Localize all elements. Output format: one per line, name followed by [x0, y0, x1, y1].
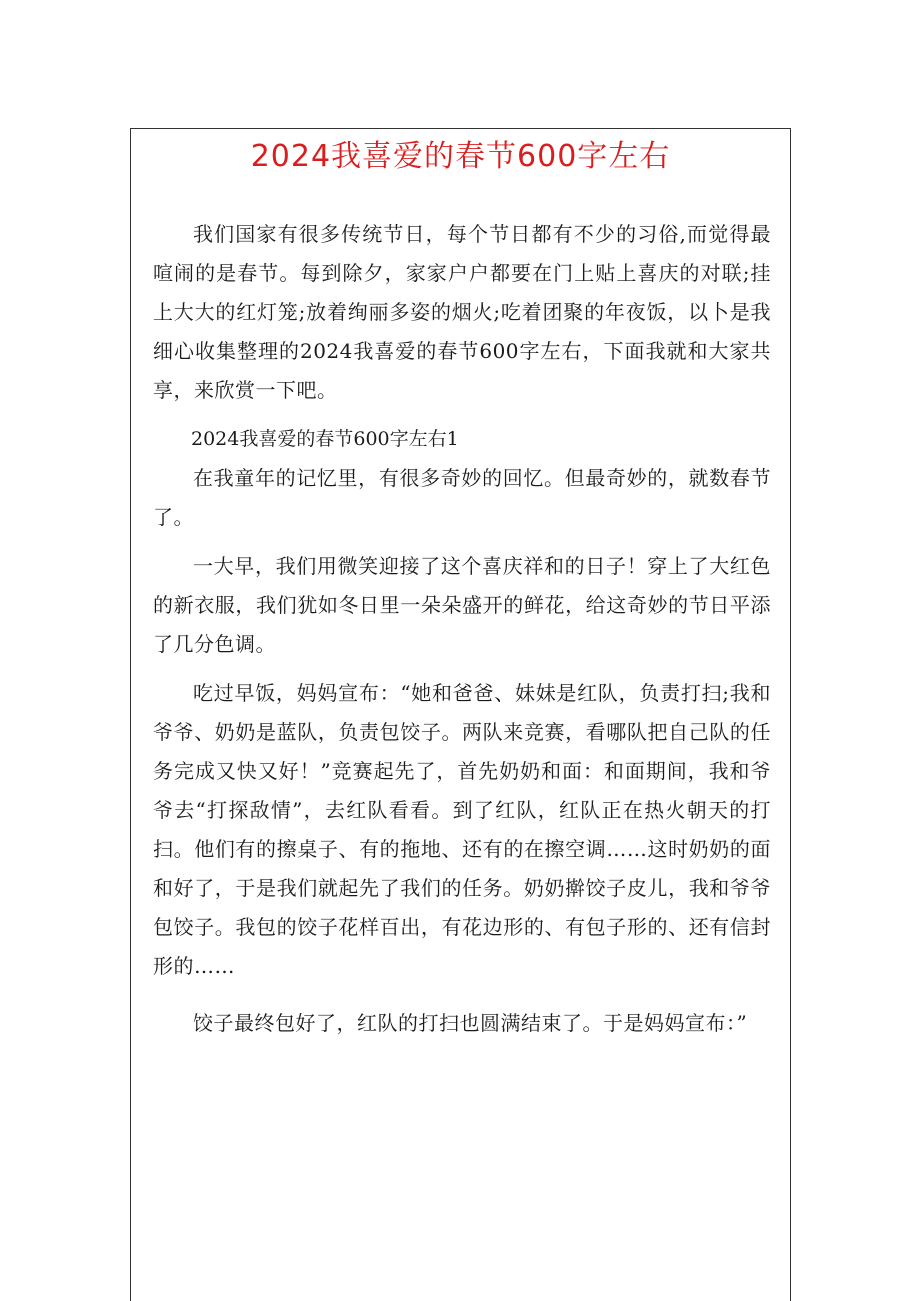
paragraph-2: 一大早，我们用微笑迎接了这个喜庆祥和的日子！穿上了大红色的新衣服，我们犹如冬日里一朵朵盛开的鲜花，给这奇妙的节日平添了几分色调。 — [153, 554, 771, 656]
section-heading: 2024我喜爱的春节600字左右1 — [191, 428, 459, 450]
intro-paragraph: 我们国家有很多传统节日，每个节日都有不少的习俗,而觉得最喧闹的是春节。每到除夕，家家户户都要在门上贴上喜庆的对联;挂上大大的红灯笼;放着绚丽多姿的烟火;吃着团聚的年夜饭，以卜是我细心收集整理的2024我喜爱的春节600字左右，下面我就和大家共享，来欣赏一下吧。 — [153, 222, 771, 402]
paragraph-1: 在我童年的记忆里，有很多奇妙的回忆。但最奇妙的，就数春节了。 — [153, 466, 771, 529]
document-frame — [130, 128, 791, 1301]
paragraph-4: 饺子最终包好了，红队的打扫也圆满结束了。于是妈妈宣布：” — [193, 1011, 748, 1035]
paragraph-3: 吃过早饭，妈妈宣布：“她和爸爸、妹妹是红队，负责打扫;我和爷爷、奶奶是蓝队，负责包饺子。两队来竞赛，看哪队把自己队的任务完成又快又好！”竞赛起先了，首先奶奶和面：和面期间，我和爷爷去“打探敌情”，去红队看看。到了红队，红队正在热火朝天的打扫。他们有的擦桌子、有的拖地、还有的在擦空调……这时奶奶的面和好了，于是我们就起先了我们的任务。奶奶擀饺子皮儿，我和爷爷包饺子。我包的饺子花样百出，有花边形的、有包子形的、还有信封形的…… — [153, 681, 771, 978]
document-body — [153, 215, 771, 1043]
document-title: 2024我喜爱的春节600字左右 — [250, 139, 671, 174]
